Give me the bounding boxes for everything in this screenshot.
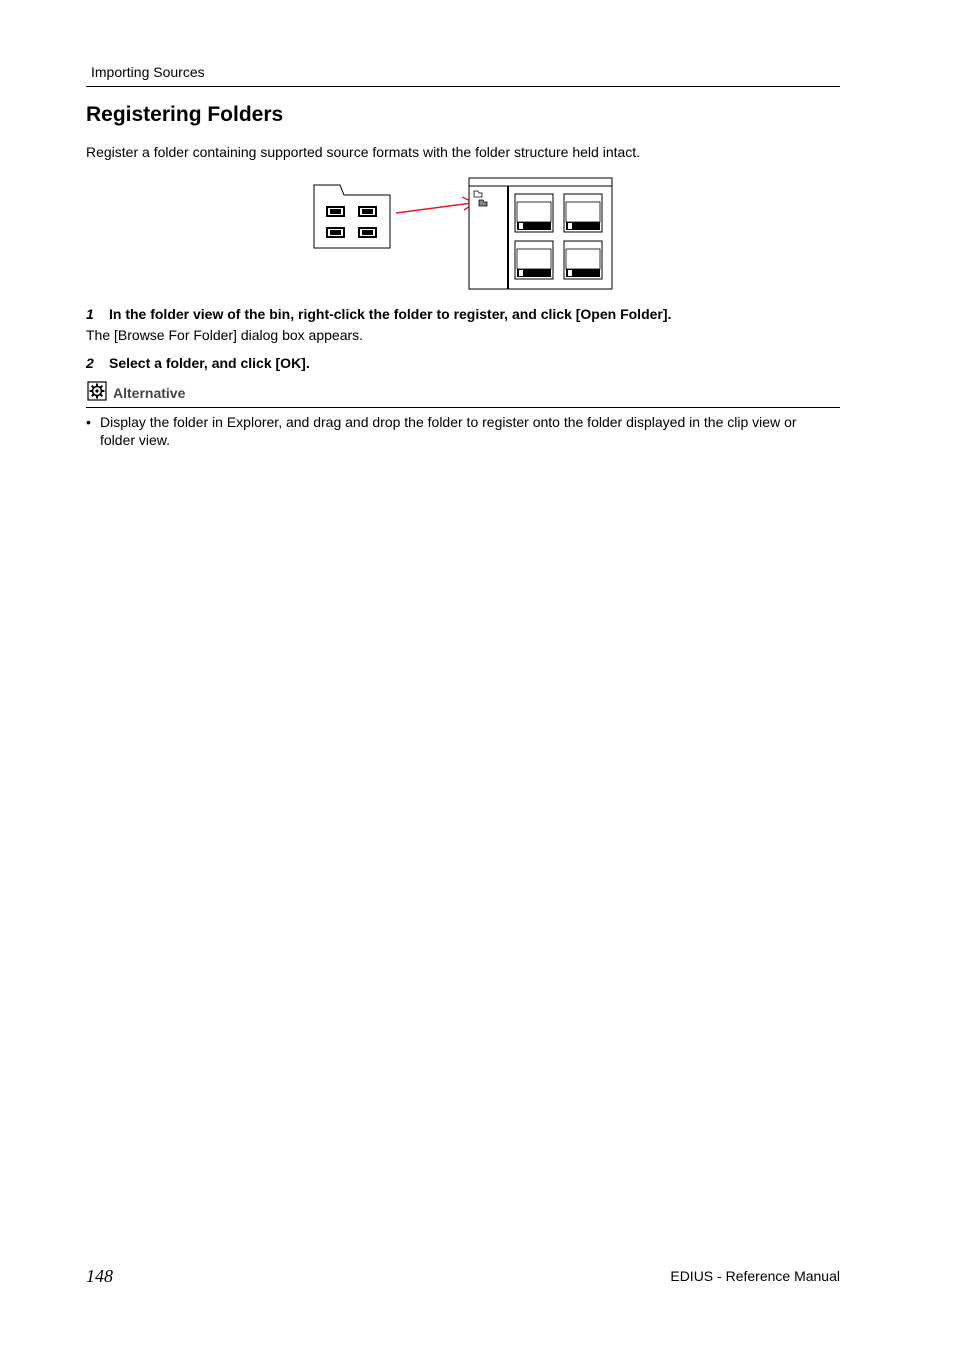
page-number: 148: [86, 1266, 113, 1286]
intro-paragraph: Register a folder containing supported source formats with the folder structure held intact.: [86, 144, 641, 160]
header-rule: [86, 86, 840, 87]
manual-name: EDIUS - Reference Manual: [670, 1268, 840, 1284]
drag-arrow: [396, 197, 475, 213]
folder-with-clips-icon: [314, 185, 390, 248]
step-2: [86, 355, 310, 371]
alternative-list: [86, 413, 826, 449]
running-header: Importing Sources: [91, 64, 205, 80]
bullet-icon: •: [86, 414, 91, 430]
step-text: In the folder view of the bin, right-click the folder to register, and click [Open Folder].: [109, 306, 672, 322]
step-1: [86, 306, 671, 322]
step-1-result: The [Browse For Folder] dialog box appears.: [86, 327, 364, 343]
list-item-text: Display the folder in Explorer, and drag and drop the folder to register onto the folder displayed in the clip view or folder view.: [100, 414, 797, 448]
alternative-label: Alternative: [113, 385, 186, 401]
list-item: [86, 413, 826, 449]
gear-note-icon: [87, 381, 107, 401]
alternative-heading: [86, 381, 840, 408]
step-number: 1: [86, 306, 94, 322]
step-number: 2: [86, 355, 94, 371]
register-folder-illustration: [312, 177, 614, 291]
step-text: Select a folder, and click [OK].: [109, 355, 310, 371]
bin-window-icon: [469, 178, 612, 289]
page-title: Registering Folders: [86, 103, 284, 126]
